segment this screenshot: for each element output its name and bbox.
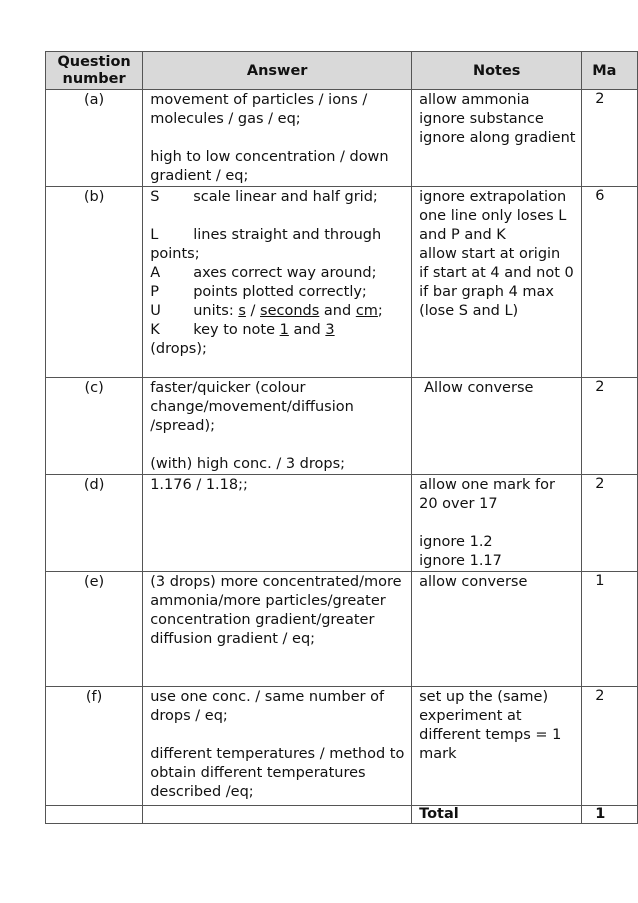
answer-text: use one conc. / same number of drops / eq; different temperatures / method to obtain different temperatures described /eq;: [150, 689, 405, 800]
notes-text: allow ammonia ignore substance ignore along gradient: [419, 92, 576, 146]
table-row: [46, 378, 638, 475]
notes-text: allow converse: [419, 574, 528, 590]
answer-cell: [143, 572, 412, 687]
criterion-l: L lines straight and through points;: [150, 227, 382, 262]
answer-cell: [143, 687, 412, 806]
total-empty-cell: [143, 806, 412, 824]
header-answer: Answer: [143, 52, 412, 90]
header-marks: Ma: [582, 52, 638, 90]
question-number-cell: [46, 90, 143, 187]
notes-text: set up the (same) experiment at different temps = 1 mark: [419, 689, 562, 762]
marks-value: 2: [595, 476, 605, 492]
question-number-cell: [46, 187, 143, 378]
notes-cell: [412, 572, 582, 687]
marks-value: 2: [595, 688, 605, 704]
table-row: [46, 687, 638, 806]
total-empty-cell: [46, 806, 143, 824]
question-number: (b): [83, 189, 105, 205]
notes-cell: [412, 187, 582, 378]
answer-cell: [143, 378, 412, 475]
marks-cell: [582, 90, 638, 187]
marks-cell: [582, 687, 638, 806]
total-row: [46, 806, 638, 824]
table-row: [46, 475, 638, 572]
criterion-a: A axes correct way around;: [150, 265, 377, 281]
notes-cell: [412, 687, 582, 806]
marks-value: 2: [595, 379, 605, 395]
question-number-cell: [46, 475, 143, 572]
question-number: (f): [85, 689, 103, 705]
answer-text: movement of particles / ions / molecules / gas / eq; high to low concentration / down gradient / eq;: [150, 92, 389, 184]
notes-cell: [412, 90, 582, 187]
header-question-number: Question number: [46, 52, 143, 90]
criterion-tail: (drops);: [150, 341, 207, 357]
question-number: (a): [84, 92, 105, 108]
criterion-p: P points plotted correctly;: [150, 284, 367, 300]
answer-cell: [143, 90, 412, 187]
notes-text: Allow converse: [424, 380, 534, 396]
notes-text: ignore extrapolation one line only loses L and P and K allow start at origin if start at 4 and not 0 if bar graph 4 max (lose S and L): [419, 189, 574, 319]
criterion-k: K key to note 1 and 3: [150, 322, 335, 338]
answer-text: faster/quicker (colour change/movement/diffusion /spread); (with) high conc. / 3 drops;: [150, 380, 354, 472]
marks-value: 2: [595, 91, 605, 107]
marks-value: 1: [595, 573, 605, 589]
answer-cell: [143, 475, 412, 572]
header-notes: Notes: [412, 52, 582, 90]
criterion-s: S scale linear and half grid;: [150, 189, 378, 205]
notes-cell: [412, 475, 582, 572]
answer-text: 1.176 / 1.18;;: [150, 477, 248, 493]
total-label-cell: [412, 806, 582, 824]
question-number-cell: [46, 572, 143, 687]
question-number-cell: [46, 687, 143, 806]
notes-text: allow one mark for 20 over 17 ignore 1.2 ignore 1.17: [419, 477, 555, 569]
marks-cell: [582, 187, 638, 378]
table-row: [46, 572, 638, 687]
criterion-u: U units: s / seconds and cm;: [150, 303, 383, 319]
header-row: [46, 52, 638, 90]
question-number: (e): [83, 574, 105, 590]
answer-cell: [143, 187, 412, 378]
question-number: (d): [83, 477, 105, 493]
total-label: Total: [419, 806, 459, 822]
marks-cell: [582, 475, 638, 572]
answer-text: [143, 187, 411, 359]
marks-value: 6: [595, 188, 605, 204]
mark-scheme-table: [45, 51, 638, 824]
total-marks-cell: [582, 806, 638, 824]
notes-cell: [412, 378, 582, 475]
marks-cell: [582, 572, 638, 687]
answer-text: (3 drops) more concentrated/more ammonia/more particles/greater concentration gradient/greater diffusion gradient / eq;: [150, 574, 402, 647]
table-row: [46, 90, 638, 187]
table-row: [46, 187, 638, 378]
question-number: (c): [84, 380, 104, 396]
total-marks: 1: [595, 806, 606, 822]
question-number-cell: [46, 378, 143, 475]
marks-cell: [582, 378, 638, 475]
